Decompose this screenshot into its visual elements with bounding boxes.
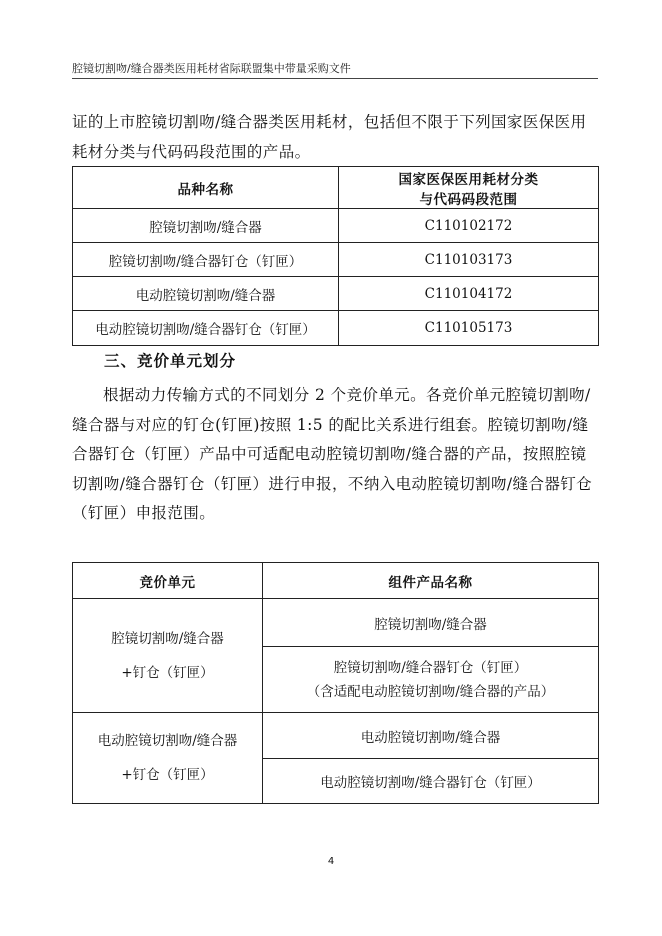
table-row	[73, 277, 599, 311]
unit-name-line1: 腔镜切割吻/缝合器	[111, 630, 224, 647]
component-product	[263, 647, 599, 713]
table-row	[73, 209, 599, 243]
column-header-products: 组件产品名称	[263, 563, 599, 599]
component-product-line1: 腔镜切割吻/缝合器钉仓（钉匣）	[333, 659, 528, 676]
variety-name: 电动腔镜切割吻/缝合器	[73, 277, 339, 311]
header-divider	[72, 78, 598, 79]
bidding-unit-cell	[73, 713, 263, 804]
bidding-unit-cell	[73, 599, 263, 713]
component-product-note: （含适配电动腔镜切割吻/缝合器的产品）	[306, 683, 555, 700]
table-row	[73, 243, 599, 277]
code-range: C110104172	[339, 277, 599, 311]
code-range: C110103173	[339, 243, 599, 277]
intro-paragraph: 证的上市腔镜切割吻/缝合器类医用耗材，包括但不限于下列国家医保医用耗材分类与代码码段范围的产品。	[72, 113, 587, 161]
column-header-code-line2: 与代码码段范围	[419, 191, 518, 208]
unit-name-line1: 电动腔镜切割吻/缝合器	[97, 733, 238, 749]
column-header-code-range	[339, 167, 599, 209]
table-row	[73, 311, 599, 346]
component-product: 腔镜切割吻/缝合器	[263, 599, 599, 647]
bidding-unit-table	[72, 562, 599, 804]
table-header-row	[73, 167, 599, 209]
table-header-row	[73, 563, 599, 599]
unit-name-line2: +钉仓（钉匣）	[121, 664, 214, 681]
page-number: 4	[327, 856, 335, 867]
component-product: 电动腔镜切割吻/缝合器钉仓（钉匣）	[263, 759, 599, 804]
variety-name: 电动腔镜切割吻/缝合器钉仓（钉匣）	[73, 311, 339, 346]
column-header-code-line1: 国家医保医用耗材分类	[398, 171, 539, 188]
variety-name: 腔镜切割吻/缝合器钉仓（钉匣）	[73, 243, 339, 277]
running-header: 腔镜切割吻/缝合器类医用耗材省际联盟集中带量采购文件	[72, 62, 351, 75]
table-row	[73, 599, 599, 647]
code-range: C110105173	[339, 311, 599, 346]
body-paragraph: 根据动力传输方式的不同划分 2 个竞价单元。各竞价单元腔镜切割吻/缝合器与对应的钉仓(钉匣)按照 1:5 的配比关系进行组套。腔镜切割吻/缝合器钉仓（钉匣）产品中可适配电动腔镜切割吻/缝合器的产品，按照腔镜切割吻/缝合器钉仓（钉匣）进行申报，不纳入电动腔镜切割吻/缝合器钉仓（钉匣）申报范围。	[72, 386, 593, 522]
section-heading: 三、竞价单元划分	[104, 352, 237, 370]
code-range: C110102172	[339, 209, 599, 243]
unit-name-line2: +钉仓（钉匣）	[121, 767, 214, 783]
table-row	[73, 713, 599, 759]
variety-name: 腔镜切割吻/缝合器	[73, 209, 339, 243]
product-category-table	[72, 166, 599, 346]
column-header-variety: 品种名称	[73, 167, 339, 209]
column-header-unit: 竞价单元	[73, 563, 263, 599]
component-product: 电动腔镜切割吻/缝合器	[263, 713, 599, 759]
